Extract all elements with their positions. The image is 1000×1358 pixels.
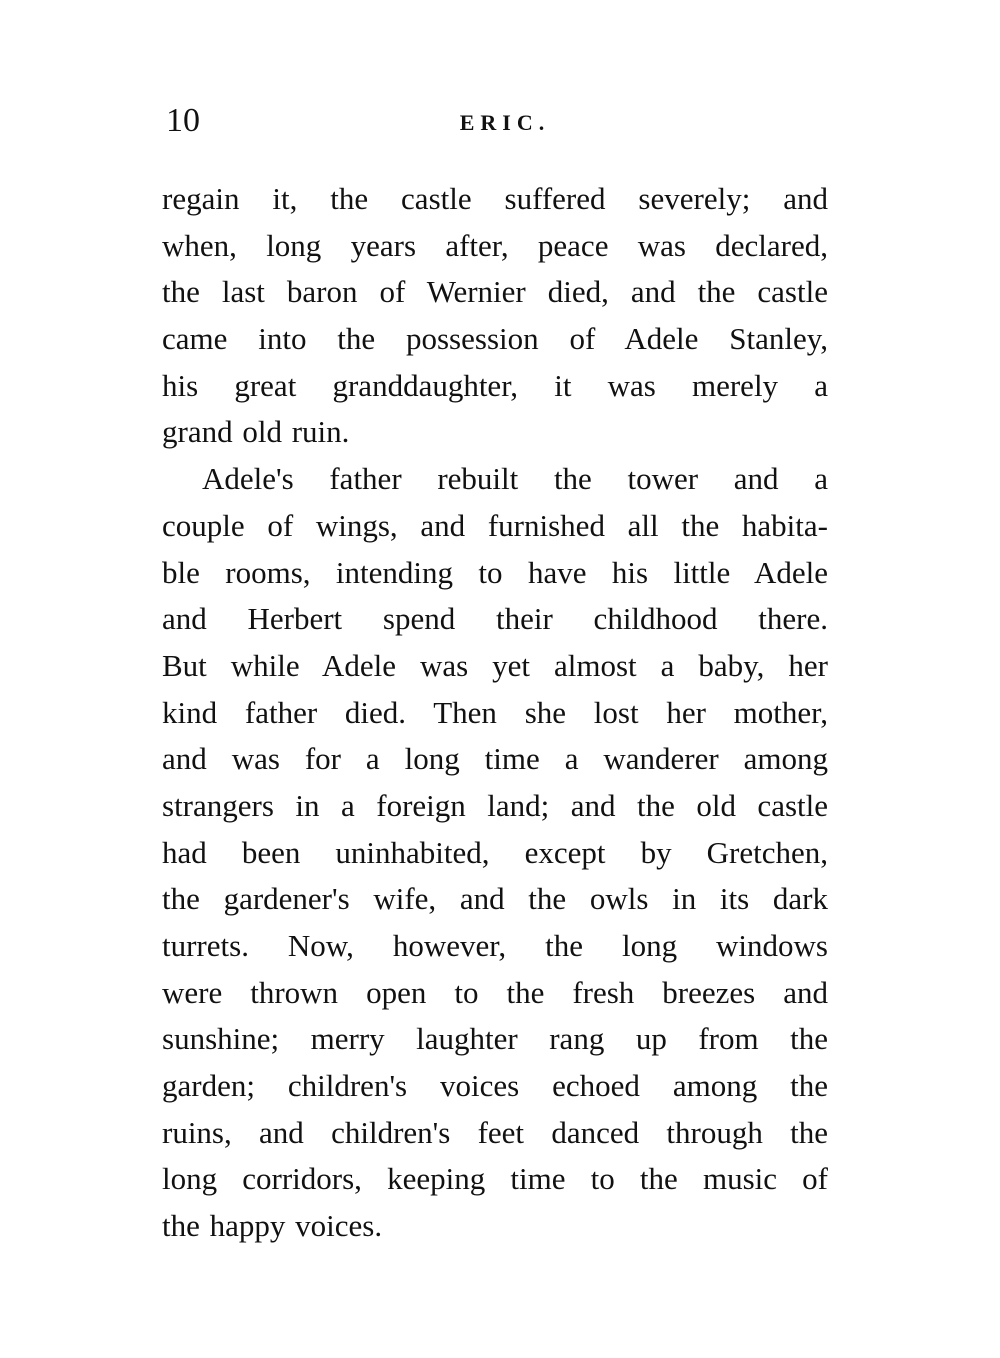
text-line: grand old ruin. <box>162 414 350 450</box>
text-line: couple of wings, and furnished all the habita- <box>162 507 828 543</box>
text-line: kind father died. Then she lost her mother, <box>162 694 828 730</box>
text-line: sunshine; merry laughter rang up from the <box>162 1021 828 1057</box>
text-line: long corridors, keeping time to the music of <box>162 1161 828 1197</box>
page-body-text <box>162 176 828 1250</box>
text-line: ruins, and children's feet danced through the <box>162 1114 828 1150</box>
text-line: regain it, the castle suffered severely; and <box>162 181 828 216</box>
running-title: ERIC. <box>459 110 551 135</box>
text-line: strangers in a foreign land; and the old castle <box>162 787 828 823</box>
text-line: came into the possession of Adele Stanley, <box>162 321 828 357</box>
text-line: were thrown open to the fresh breezes and <box>162 974 828 1010</box>
text-line: ble rooms, intending to have his little Adele <box>162 554 828 590</box>
text-line: the last baron of Wernier died, and the castle <box>162 274 828 310</box>
text-line: the happy voices. <box>162 1208 383 1244</box>
text-line: turrets. Now, however, the long windows <box>162 928 828 963</box>
text-line: his great granddaughter, it was merely a <box>162 367 828 403</box>
text-line: garden; children's voices echoed among the <box>162 1068 828 1104</box>
text-line: Adele's father rebuilt the tower and a <box>202 461 828 497</box>
text-line: had been uninhabited, except by Gretchen, <box>162 834 828 870</box>
text-line: and Herbert spend their childhood there. <box>162 601 828 637</box>
text-line: the gardener's wife, and the owls in its dark <box>162 881 828 917</box>
text-line: But while Adele was yet almost a baby, her <box>162 647 828 683</box>
text-line: and was for a long time a wanderer among <box>162 741 828 777</box>
page-number: 10 <box>166 102 200 139</box>
text-line: when, long years after, peace was declared, <box>162 227 828 263</box>
